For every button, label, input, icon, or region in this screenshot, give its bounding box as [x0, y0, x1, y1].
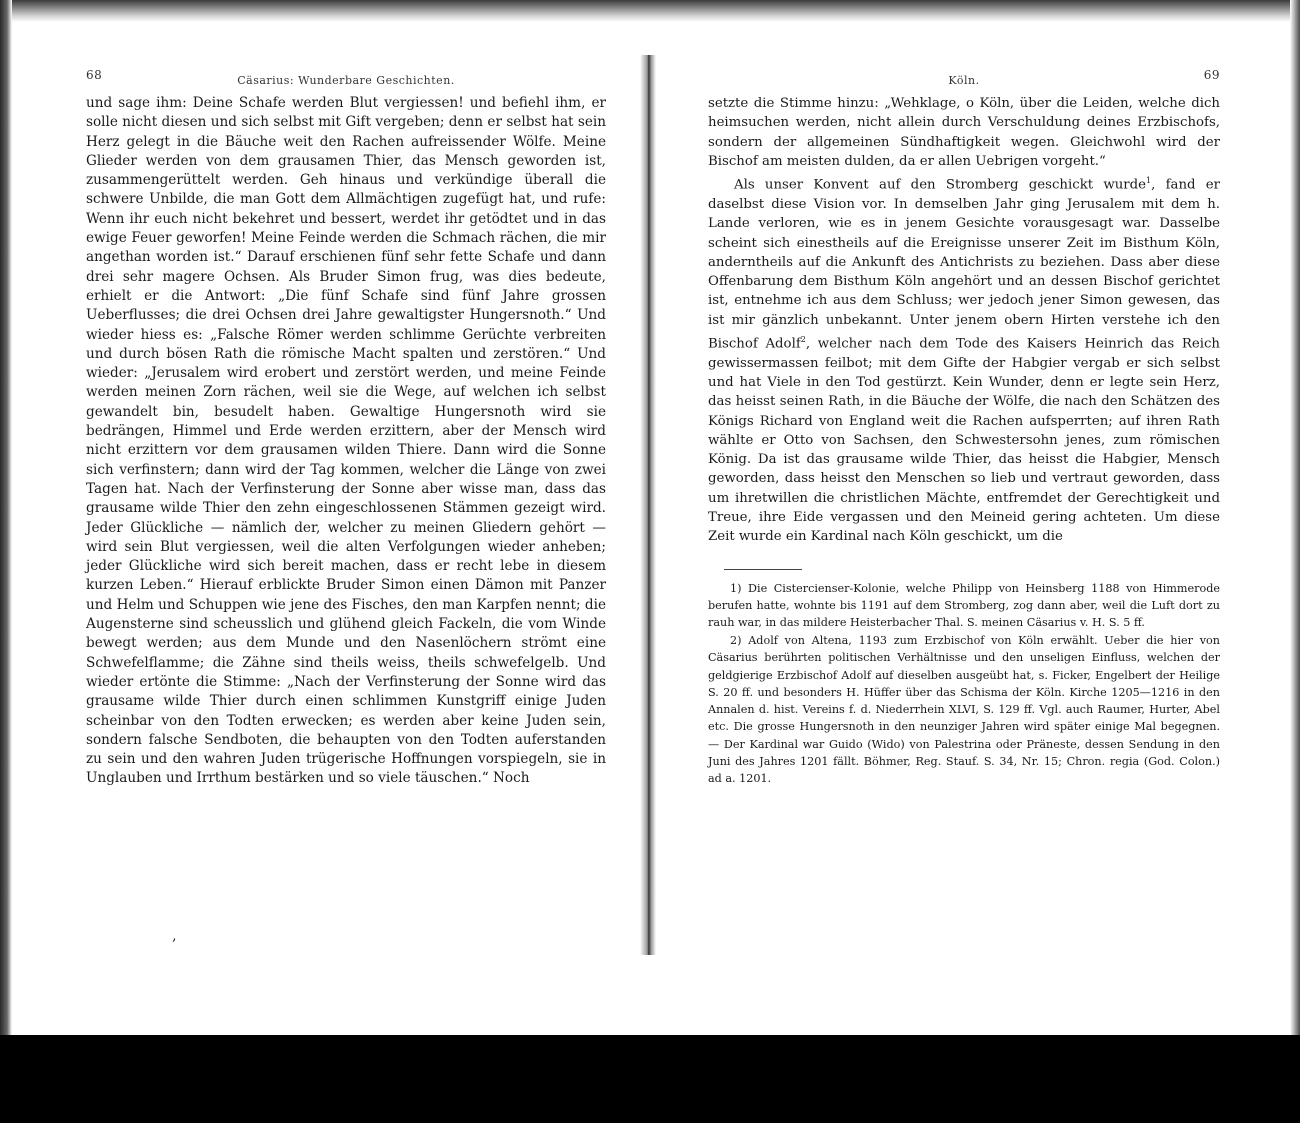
right-paragraph-2-part-b: , fand er daselbst diese Vision vor. In demselben Jahr ging Jerusalem mit dem h. Lande verloren, wie es in jenem Gesichte vorausgesagt war. Dasselbe scheint sich einestheils auf die Ereignisse unserer Zeit im Bisthum Köln, anderntheils auf die Ankunft des Antichrists zu beziehen. Dass aber diese Offenbarung dem Bisthum Köln angehört und an dessen Bischof gerichtet ist, entnehme ich aus dem Schluss; wer jedoch jener Simon gewesen, das ist mir gänzlich unbekannt. Unter jenem obern Hirten verstehe ich den Bischof Adolf [708, 177, 1220, 352]
right-page-number: 69 [1203, 68, 1220, 82]
right-paragraph-2 [708, 171, 1220, 546]
footnotes [708, 580, 1220, 787]
left-body-text [86, 94, 606, 789]
page-shadow-left [0, 0, 12, 1035]
right-running-header [708, 68, 1220, 94]
right-paragraph-1: setzte die Stimme hinzu: „Wehklage, o Köln, über die Leiden, welche dich heimsuchen werden, nicht allein durch Verschuldung deines Erzbischofs, sondern der allgemeinen Sündhaftigkeit wegen. Gleichwohl wird der Bischof am meisten dulden, da er allen Uebrigen vorgeht.“ [708, 96, 1220, 169]
left-page [86, 68, 606, 789]
footnote-1: 1) Die Cistercienser-Kolonie, welche Philipp von Heinsberg 1188 von Himmerode berufen hatte, wohnte bis 1191 auf dem Stromberg, zog dann aber, weil die Luft dort zu rauh war, in das mildere Heisterbacher Thal. S. meinen Cäsarius v. H. S. 5 ff. [708, 581, 1220, 630]
footnote-marker-2: 2 [800, 334, 806, 344]
right-running-title: Köln. [948, 74, 980, 87]
right-page [708, 68, 1220, 788]
book-gutter [640, 55, 656, 955]
left-paragraph: und sage ihm: Deine Schafe werden Blut vergiessen! und befiehl ihm, er solle nicht diesen und sich selbst mit Gift vergeben; denn er selbst hat sein Herz gelegt in die Bäuche weit den Rachen aufreissender Wölfe. Meine Glieder werden von dem grausamen Thier, das Mensch geworden ist, zusammengerüttelt werden. Geh hinaus und verkündige überall die schwere Unbilde, die man Gott dem Allmächtigen zugefügt hat, und rufe: Wenn ihr euch nicht bekehret und bessert, werdet ihr getödtet und in das ewige Feuer geworfen! Meine Feinde werden die Schmach rächen, die mir angethan worden ist.“ Darauf erschienen fünf sehr fette Schafe und dann drei sehr magere Ochsen. Als Bruder Simon frug, was dies bedeute, erhielt er die Antwort: „Die fünf Schafe sind fünf Jahre grossen Ueberflusses; die drei Ochsen drei Jahre gewaltigster Hungersnoth.“ Und wieder hiess es: „Falsche Römer werden schlimme Gerüchte verbreiten und durch bösen Rath die römische Macht spalten und zerstören.“ Und wieder: „Jerusalem wird erobert und zerstört werden, und meine Feinde werden meinen Zorn rächen, weil sie die Wege, auf welchen ich selbst gewandelt bin, besudelt haben. Gewaltige Hungersnoth wird sie bedrängen, Himmel und Erde werden erzittern, aber der Mensch wird nicht erzittern vor dem grausamen wilden Thiere. Dann wird die Sonne sich verfinstern; dann wird der Tag kommen, welcher die Länge von zwei Tagen hat. Nach der Verfinsterung der Sonne aber wisse man, dass das grausame wilde Thier den zehn eingeschlossenen Stämmen gezeigt wird. Jeder Glückliche — nämlich der, welcher zu meinen Gliedern gehört — wird sein Blut vergiessen, weil die alten Verfolgungen wieder anheben; jeder Glückliche wird sich bereit machen, dass er recht lebe in diesem kurzen Leben.“ Hierauf erblickte Bruder Simon einen Dämon mit Panzer und Helm und Schuppen wie jene des Fisches, den man Karpfen nennt; die Augensterne sind scheusslich und glühend gleich Fackeln, die vom Winde bewegt werden; aus dem Munde und den Nasenlöchern strömt eine Schwefelflamme; die Zähne sind theils weiss, theils schwefelgelb. Und wieder ertönte die Stimme: „Nach der Verfinsterung der Sonne wird das grausame wilde Thier durch einen schlimmen Kunstgriff einige Juden scheinbar von den Todten erwecken; es werden aber keine Juden sein, sondern falsche Sendboten, die behaupten von den Todten auferstanden zu sein und den wahren Juden trügerische Hoffnungen vorspiegeln, sie in Unglauben und Irrthum bestärken und so viele täuschen.“ Noch [86, 95, 606, 787]
page-shadow-right [1290, 0, 1300, 1035]
bottom-black-bar [0, 1035, 1300, 1123]
right-paragraph-2-part-c: , welcher nach dem Tode des Kaisers Heinrich das Reich gewissermassen feilbot; mit dem Gifte der Habgier vergab er sich selbst und hat Viele in den Tod gestürzt. Kein Wunder, denn er legte sein Herz, das heisst seinen Rath, in die Bäuche der Wölfe, die nach den Schätzen des Königs Richard von England weit die Rachen aufsperrten; auf ihren Rath wählte er Otto von Sachsen, den Schwestersohn jenes, zum römischen König. Da ist das grausame wilde Thier, das heisst die Habgier, Mensch geworden, dass heisst den Menschen so lieb und vertraut geworden, dass um ihretwillen die christlichen Mächte, entfremdet der Gerechtigkeit und Treue, ihre Eide vergassen und den Meineid gering achteten. Um diese Zeit wurde ein Kardinal nach Köln geschickt, um die [708, 336, 1220, 545]
stray-mark: ‚ [172, 928, 177, 944]
footnote-2: 2) Adolf von Altena, 1193 zum Erzbischof von Köln erwählt. Ueber die hier von Cäsarius berührten politischen Verhältnisse und den unseligen Einfluss, welchen der geldgierige Erzbischof Adolf auf dieselben ausgeübt hat, s. Ficker, Engelbert der Heilige S. 20 ff. und besonders H. Hüffer über das Schisma der Köln. Kirche 1205—1216 in den Annalen d. hist. Vereins f. d. Niederrhein XLVI, S. 129 ff. Vgl. auch Raumer, Hurter, Abel etc. Die grosse Hungersnoth in den neunziger Jahren wird später einige Mal begegnen. — Der Kardinal war Guido (Wido) von Palestrina oder Präneste, dessen Sendung in den Juni des Jahres 1201 fällt. Böhmer, Reg. Stauf. S. 34, Nr. 15; Chron. regia (God. Colon.) ad a. 1201. [708, 634, 1220, 785]
left-page-number: 68 [86, 68, 103, 82]
left-running-title: Cäsarius: Wunderbare Geschichten. [237, 74, 455, 87]
left-running-header [86, 68, 606, 94]
footnote-marker-1: 1 [1146, 176, 1152, 186]
page-shadow-top [0, 0, 1300, 22]
right-body-text [708, 94, 1220, 547]
right-paragraph-2-part-a: Als unser Konvent auf den Stromberg geschickt wurde [734, 177, 1147, 193]
footnote-rule [724, 569, 802, 570]
